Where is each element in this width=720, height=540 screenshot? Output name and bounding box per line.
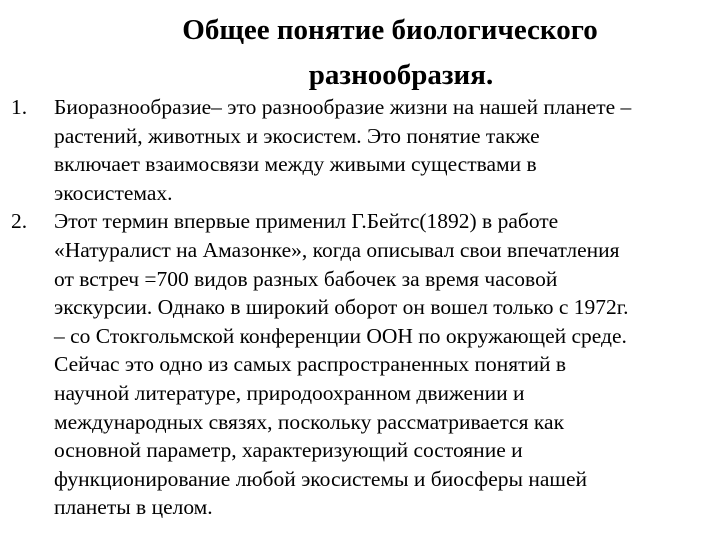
item-2-line-10: функционирование любой экосистемы и биосферы нашей bbox=[54, 466, 588, 491]
item-2-line-1: Этот термин впервые применил Г.Бейтс(1892) в работе bbox=[54, 209, 559, 234]
item-2-line-4: экскурсии. Однако в широкий оборот он вошел только с 1972г. bbox=[54, 295, 629, 320]
slide-title bbox=[100, 8, 680, 98]
item-2-line-7: научной литературе, природоохранном движении и bbox=[54, 380, 525, 405]
item-2-line-6: Сейчас это одно из самых распространенных понятий в bbox=[54, 352, 567, 377]
title-line-1: Общее понятие биологического bbox=[182, 14, 598, 46]
item-2-line-8: международных связях, поскольку рассматривается как bbox=[54, 409, 565, 434]
list-item-2 bbox=[11, 207, 716, 522]
item-1-line-4: экосистемах. bbox=[54, 180, 173, 205]
list-number-1: 1. bbox=[11, 95, 28, 119]
item-1-line-3: включает взаимосвязи между живыми существами в bbox=[54, 152, 537, 177]
item-2-line-5: – со Стокгольмской конференции ООН по окружающей среде. bbox=[54, 323, 627, 348]
item-1-line-2: растений, животных и экосистем. Это понятие также bbox=[54, 123, 540, 148]
item-2-line-9: основной параметр, характеризующий состояние и bbox=[54, 438, 523, 463]
item-2-line-2: «Натуралист на Амазонке», когда описывал свои впечатления bbox=[54, 237, 620, 262]
numbered-list bbox=[11, 93, 716, 522]
list-item-1 bbox=[11, 93, 716, 207]
item-2-line-11: планеты в целом. bbox=[54, 495, 213, 520]
item-1-line-1: Биоразнообразие– это разнообразие жизни на нашей планете – bbox=[54, 95, 632, 119]
item-2-line-3: от встреч =700 видов разных бабочек за время часовой bbox=[54, 266, 558, 291]
title-line-2: разнообразия. bbox=[308, 59, 494, 91]
list-number-2: 2. bbox=[11, 209, 28, 234]
